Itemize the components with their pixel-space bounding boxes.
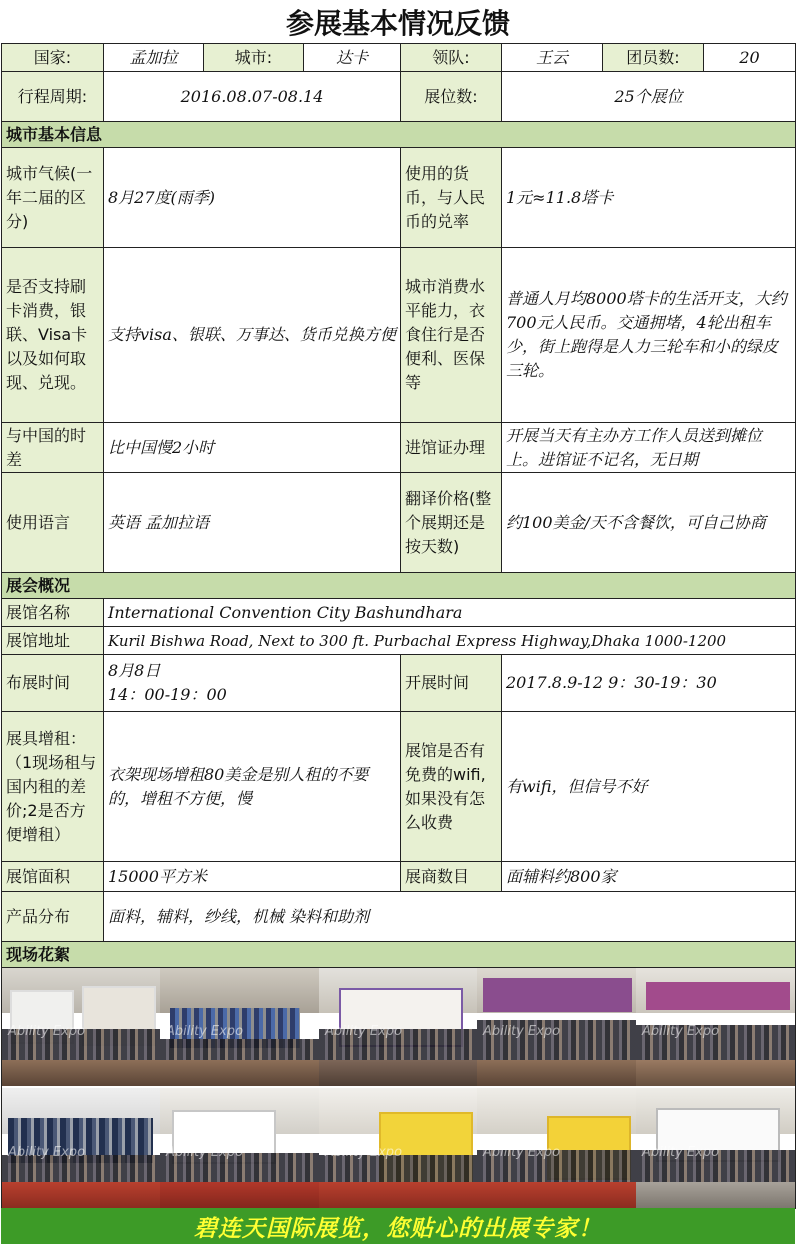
expo-photo: [2, 968, 160, 1086]
city-label: 城市:: [204, 44, 304, 72]
expo-photo: [477, 968, 636, 1086]
wifi-label: 展馆是否有免费的wifi,如果没有怎么收费: [401, 712, 502, 862]
photo-watermark: Ability Expo: [325, 1144, 403, 1160]
currency-label: 使用的货币，与人民币的兑率: [401, 148, 502, 248]
photo-watermark: Ability Expo: [483, 1144, 561, 1160]
setup-date: 8月8日: [108, 661, 161, 680]
translation-price-value: 约100美金/天不含餐饮，可自己协商: [502, 473, 796, 573]
city-value: 达卡: [304, 44, 401, 72]
venue-address-value: Kuril Bishwa Road, Next to 300 ft. Purbachal Express Highway,Dhaka 1000-1200: [104, 627, 796, 655]
expo-photo: [636, 968, 796, 1086]
living-cost-label: 城市消费水平能力，衣食住行是否便利、医保等: [401, 248, 502, 423]
language-label: 使用语言: [2, 473, 104, 573]
period-label: 行程周期:: [2, 72, 104, 122]
living-cost-value: 普通人月均8000塔卡的生活开支，大约700元人民币。交通拥堵，4轮出租车少，街上跑得是人力三轮车和小的绿皮三轮。: [502, 248, 796, 423]
members-label: 团员数:: [603, 44, 704, 72]
language-value: 英语 孟加拉语: [104, 473, 401, 573]
time-difference-value: 比中国慢2小时: [104, 423, 401, 473]
photo-gallery: [2, 968, 796, 1209]
photo-watermark: Ability Expo: [166, 1144, 244, 1160]
venue-name-value: International Convention City Bashundhara: [104, 599, 796, 627]
expo-photo: [160, 968, 319, 1086]
setup-time-label: 布展时间: [2, 655, 104, 712]
photo-watermark: Ability Expo: [8, 1023, 86, 1039]
expo-photo: [2, 1088, 160, 1208]
setup-time-value: [104, 655, 401, 712]
section-onsite-photos: 现场花絮: [2, 942, 796, 968]
time-difference-label: 与中国的时差: [2, 423, 104, 473]
opening-time-label: 开展时间: [401, 655, 502, 712]
climate-value: 8月27度(雨季): [104, 148, 401, 248]
photo-watermark: Ability Expo: [642, 1144, 720, 1160]
currency-value: 1元≈11.8塔卡: [502, 148, 796, 248]
photo-watermark: Ability Expo: [8, 1144, 86, 1160]
expo-photo: [160, 1088, 319, 1208]
country-label: 国家:: [2, 44, 104, 72]
setup-hours: 14：00-19：00: [108, 685, 227, 704]
feedback-table: [1, 43, 796, 1209]
wifi-value: 有wifi，但信号不好: [502, 712, 796, 862]
product-distribution-value: 面料，辅料，纱线，机械 染料和助剂: [104, 892, 796, 942]
photo-watermark: Ability Expo: [325, 1023, 403, 1039]
entry-pass-label: 进馆证办理: [401, 423, 502, 473]
translation-price-label: 翻译价格(整个展期还是按天数): [401, 473, 502, 573]
booths-label: 展位数:: [401, 72, 502, 122]
entry-pass-value: 开展当天有主办方工作人员送到摊位上。进馆证不记名，无日期: [502, 423, 796, 473]
expo-photo: [636, 1088, 796, 1208]
venue-name-label: 展馆名称: [2, 599, 104, 627]
photo-watermark: Ability Expo: [642, 1023, 720, 1039]
booths-value: 25个展位: [502, 72, 796, 122]
photo-watermark: Ability Expo: [166, 1023, 244, 1039]
expo-photo: [319, 1088, 477, 1208]
photo-watermark: Ability Expo: [483, 1023, 561, 1039]
product-distribution-label: 产品分布: [2, 892, 104, 942]
leader-label: 领队:: [401, 44, 502, 72]
expo-photo: [319, 968, 477, 1086]
card-payment-value: 支持visa、银联、万事达、货币兑换方便: [104, 248, 401, 423]
hall-area-value: 15000平方米: [104, 862, 401, 892]
opening-time-value: 2017.8.9-12 9：30-19：30: [502, 655, 796, 712]
footer-banner: [1, 1208, 795, 1244]
exhibitor-count-value: 面辅料约800家: [502, 862, 796, 892]
section-expo-overview: 展会概况: [2, 573, 796, 599]
hall-area-label: 展馆面积: [2, 862, 104, 892]
page-title: 参展基本情况反馈: [285, 6, 510, 40]
leader-value: 王云: [502, 44, 603, 72]
equipment-rental-label: 展具增租：（1现场租与国内租的差价;2是否方便增租）: [2, 712, 104, 862]
period-value: 2016.08.07-08.14: [104, 72, 401, 122]
expo-photo: [477, 1088, 636, 1208]
equipment-rental-value: 衣架现场增租80美金是别人租的不要的，增租不方便，慢: [104, 712, 401, 862]
section-city-info: 城市基本信息: [2, 122, 796, 148]
exhibitor-count-label: 展商数目: [401, 862, 502, 892]
country-value: 孟加拉: [104, 44, 204, 72]
venue-address-label: 展馆地址: [2, 627, 104, 655]
climate-label: 城市气候(一年二届的区分): [2, 148, 104, 248]
members-value: 20: [704, 44, 796, 72]
footer-slogan: 碧连天国际展览，您贴心的出展专家！: [194, 1215, 602, 1242]
card-payment-label: 是否支持刷卡消费，银联、Visa卡 以及如何取现、兑现。: [2, 248, 104, 423]
